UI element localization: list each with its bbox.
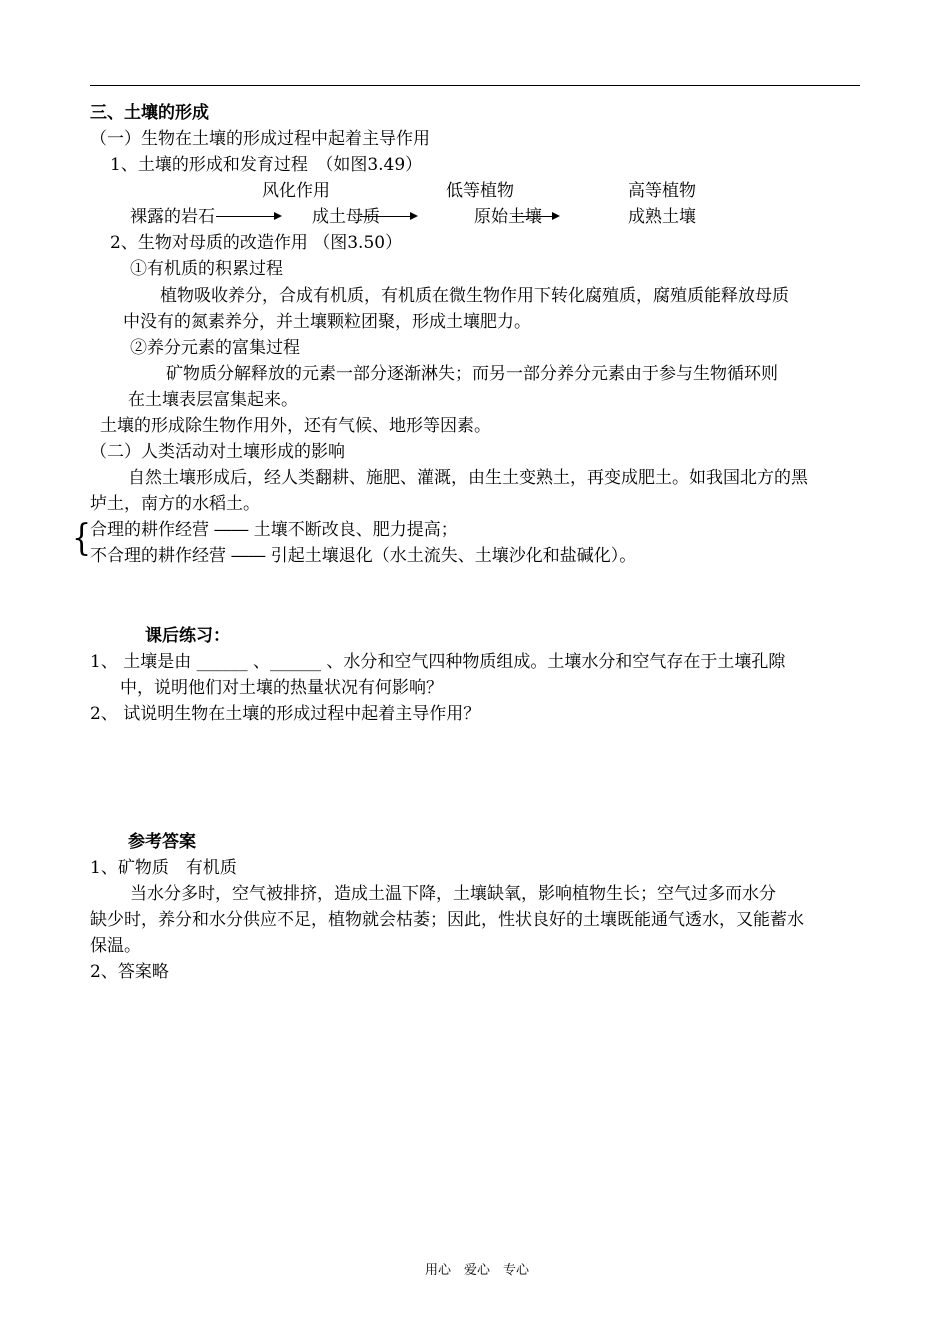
flow-stage-primitive-soil: 原始土壤 — [474, 207, 542, 227]
section-title: 三、土壤的形成 — [90, 103, 209, 123]
human-impact-text-2: 垆土，南方的水稻土。 — [90, 494, 260, 514]
flow-label-higher-plants: 高等植物 — [628, 181, 696, 201]
answer-1-title: 1、矿物质 有机质 — [90, 858, 237, 878]
item-2-title: 2、生物对母质的改造作用 （图3.50） — [110, 233, 403, 253]
process-1-text-2: 中没有的氮素养分，并土壤颗粒团聚，形成土壤肥力。 — [123, 312, 531, 332]
flow-arrow-3 — [512, 216, 558, 217]
flow-label-weathering: 风化作用 — [262, 181, 330, 201]
process-2-text-2: 在土壤表层富集起来。 — [128, 390, 298, 410]
page-footer: 用心 爱心 专心 — [425, 1263, 530, 1278]
question-1-line-1: 1、 土壤是由 ______ 、______ 、水分和空气四种物质组成。土壤水分和空气存在于土壤孔隙 — [90, 652, 786, 672]
process-1-text-1: 植物吸收养分，合成有机质，有机质在微生物作用下转化腐殖质，腐殖质能释放母质 — [160, 286, 789, 306]
process-1-title: ①有机质的积累过程 — [130, 259, 283, 279]
flow-label-lower-plants: 低等植物 — [446, 181, 514, 201]
subsection-1-title: （一）生物在土壤的形成过程中起着主导作用 — [90, 129, 430, 149]
subsection-2-title: （二）人类活动对土壤形成的影响 — [90, 442, 345, 462]
cultivation-unreasonable: 不合理的耕作经营 ―― 引起土壤退化（水土流失、土壤沙化和盐碱化）。 — [90, 546, 637, 566]
header-rule — [90, 85, 860, 86]
answer-1-text-3: 保温。 — [90, 936, 141, 956]
question-2: 2、 试说明生物在土壤的形成过程中起着主导作用？ — [90, 704, 481, 724]
answer-1-text-1: 当水分多时，空气被排挤，造成土温下降，土壤缺氧，影响植物生长；空气过多而水分 — [130, 884, 776, 904]
item-1-title: 1、土壤的形成和发育过程 （如图3.49） — [110, 155, 423, 175]
flow-stage-bare-rock: 裸露的岩石 — [130, 207, 215, 227]
flow-stage-parent-material: 成土母质 — [312, 207, 380, 227]
question-1-line-2: 中，说明他们对土壤的热量状况有何影响？ — [120, 678, 443, 698]
cultivation-reasonable: 合理的耕作经营 ―― 土壤不断改良、肥力提高； — [90, 520, 458, 540]
process-2-title: ②养分元素的富集过程 — [130, 338, 300, 358]
flow-arrow-1 — [216, 216, 280, 217]
answer-2: 2、答案略 — [90, 962, 169, 982]
answer-1-text-2: 缺少时，养分和水分供应不足，植物就会枯萎；因此，性状良好的土壤既能通气透水，又能蓄水 — [90, 910, 804, 930]
flow-stage-mature-soil: 成熟土壤 — [628, 207, 696, 227]
answer-title: 参考答案 — [128, 832, 196, 852]
factors-text: 土壤的形成除生物作用外，还有气候、地形等因素。 — [100, 416, 491, 436]
exercise-title: 课后练习： — [145, 626, 230, 646]
brace-symbol: { — [72, 517, 92, 560]
process-2-text-1: 矿物质分解释放的元素一部分逐渐淋失；而另一部分养分元素由于参与生物循环则 — [166, 364, 778, 384]
flow-arrow-2 — [360, 216, 416, 217]
human-impact-text-1: 自然土壤形成后，经人类翻耕、施肥、灌溉，由生土变熟土，再变成肥土。如我国北方的黑 — [128, 468, 808, 488]
